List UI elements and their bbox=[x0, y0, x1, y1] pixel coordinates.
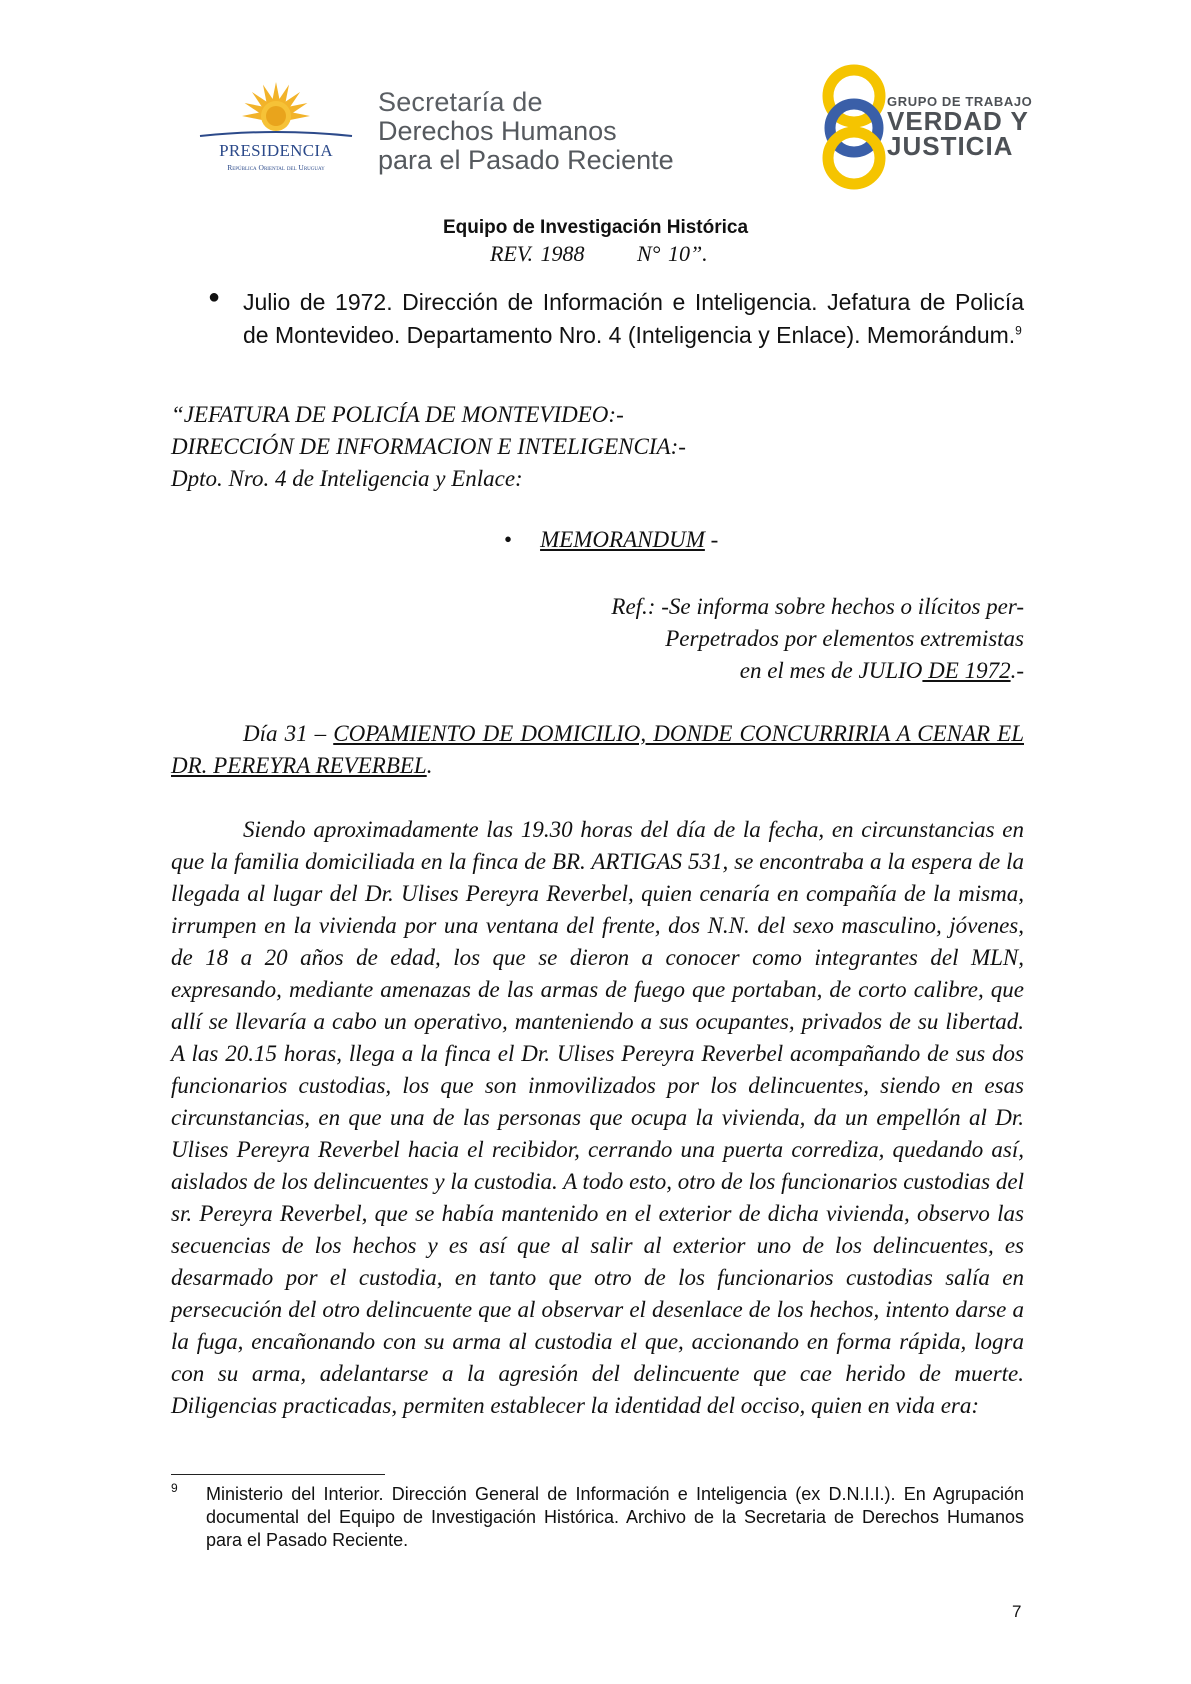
memorandum-label: MEMORANDUM bbox=[540, 527, 705, 552]
team-title: Equipo de Investigación Histórica bbox=[442, 217, 749, 238]
event-prefix: Día 31 – bbox=[243, 721, 334, 746]
memorandum-suffix: - bbox=[704, 527, 719, 552]
memorandum-title bbox=[504, 527, 718, 553]
footnote-divider bbox=[171, 1474, 385, 1475]
memorandum-bullet: • bbox=[504, 527, 513, 552]
grupo-line-2: VERDAD Y bbox=[887, 106, 1029, 136]
event-title: COPAMIENTO DE DOMICILIO, DONDE CONCURRIRIA A CENAR EL DR. PEREYRA REVERBEL bbox=[171, 721, 1024, 778]
grupo-line-3: JUSTICIA bbox=[887, 131, 1014, 161]
grupo-title bbox=[887, 94, 1032, 159]
heading-line-1: “JEFATURA DE POLICÍA DE MONTEVIDEO:- bbox=[171, 402, 624, 427]
footnote-ref[interactable]: 9 bbox=[1015, 323, 1022, 338]
secretaria-line-3: para el Pasado Reciente bbox=[378, 145, 674, 175]
ref-line-1: Ref.: -Se informa sobre hechos o ilícitos per- bbox=[611, 594, 1024, 619]
reference-block bbox=[611, 591, 1024, 687]
bullet-item-text: Julio de 1972. Dirección de Información e Inteligencia. Jefatura de Policía de Montevideo. Departamento Nro. 4 (Inteligencia y Enlace). Memorándum. bbox=[243, 289, 1024, 348]
bullet-marker: ● bbox=[208, 286, 221, 308]
ref-line-3 bbox=[611, 655, 1024, 687]
revision-line: REV. 1988 N° 10”. bbox=[490, 241, 708, 266]
secretaria-line-2: Derechos Humanos bbox=[378, 116, 617, 146]
footnote-text: Ministerio del Interior. Dirección General de Información e Inteligencia (ex D.N.I.I.). En Agrupación documental del Equipo de Investigación Histórica. Archivo de la Secretaria de Derechos Humanos para el Pasado Reciente. bbox=[206, 1484, 1024, 1550]
grupo-line-1: GRUPO DE TRABAJO bbox=[887, 94, 1033, 109]
event-suffix: . bbox=[426, 753, 433, 778]
footnote-number: 9 bbox=[171, 1481, 178, 1495]
ref-line-2: Perpetrados por elementos extremistas bbox=[665, 626, 1024, 651]
body-paragraph: Siendo aproximadamente las 19.30 horas del día de la fecha, en circunstancias en que la familia domiciliada en la finca de BR. ARTIGAS 531, se encontraba a la espera de la llegada al lugar del Dr. Ulises Pereyra Reverbel, quien cenaría en compañía de la misma, irrumpen en la vivienda por una ventana del frente, dos N.N. del sexo masculino, jóvenes, de 18 a 20 años de edad, los que se dieron a conocer como integrantes del MLN, expresando, mediante amenazas de las armas de fuego que portaban, de corto calibre, que allí se llevaría a cabo un operativo, manteniendo a sus ocupantes, privados de su libertad. A las 20.15 horas, llega a la finca el Dr. Ulises Pereyra Reverbel acompañando de sus dos funcionarios custodias, los que son inmovilizados por los delincuentes, siendo en esas circunstancias, en que una de las personas que ocupa la vivienda, da un empellón al Dr. Ulises Pereyra Reverbel hacia el recibidor, cerrando una puerta corrediza, quedando así, aislados de los delincuentes y la custodia. A todo esto, otro de los funcionarios custodias del sr. Pereyra Reverbel, que se había mantenido en el exterior de dicha vivienda, observo las secuencias de los hechos y es así que al salir al exterior uno de los delincuentes, es desarmado por el custodia, en tanto que otro de los funcionarios custodias salía en persecución del otro delincuente que al observar el desenlace de los hechos, intento darse a la fuga, encañonando con su arma al custodia el que, accionando en forma rápida, logra con su arma, adelantarse a la agresión del delincuente que cae herido de muerte. Diligencias practicadas, permiten establecer la identidad del occiso, quien en vida era: bbox=[171, 817, 1024, 1418]
ref-line-3b: DE 1972 bbox=[922, 658, 1011, 683]
secretaria-title bbox=[378, 88, 674, 175]
heading-line-2: DIRECCIÓN DE INFORMACION E INTELIGENCIA:- bbox=[171, 434, 686, 459]
secretaria-line-1: Secretaría de bbox=[378, 87, 543, 117]
ref-line-3a: en el mes de JULIO bbox=[739, 658, 923, 683]
presidencia-name: PRESIDENCIA bbox=[219, 141, 333, 160]
page-number: 7 bbox=[1012, 1602, 1022, 1621]
ref-line-3c: .- bbox=[1010, 658, 1024, 683]
heading-line-3: Dpto. Nro. 4 de Inteligencia y Enlace: bbox=[171, 466, 523, 491]
event-heading bbox=[171, 718, 1024, 782]
bullet-item bbox=[243, 286, 1024, 352]
presidencia-subtitle: República Oriental del Uruguay bbox=[227, 163, 325, 172]
memo-heading bbox=[171, 399, 686, 495]
